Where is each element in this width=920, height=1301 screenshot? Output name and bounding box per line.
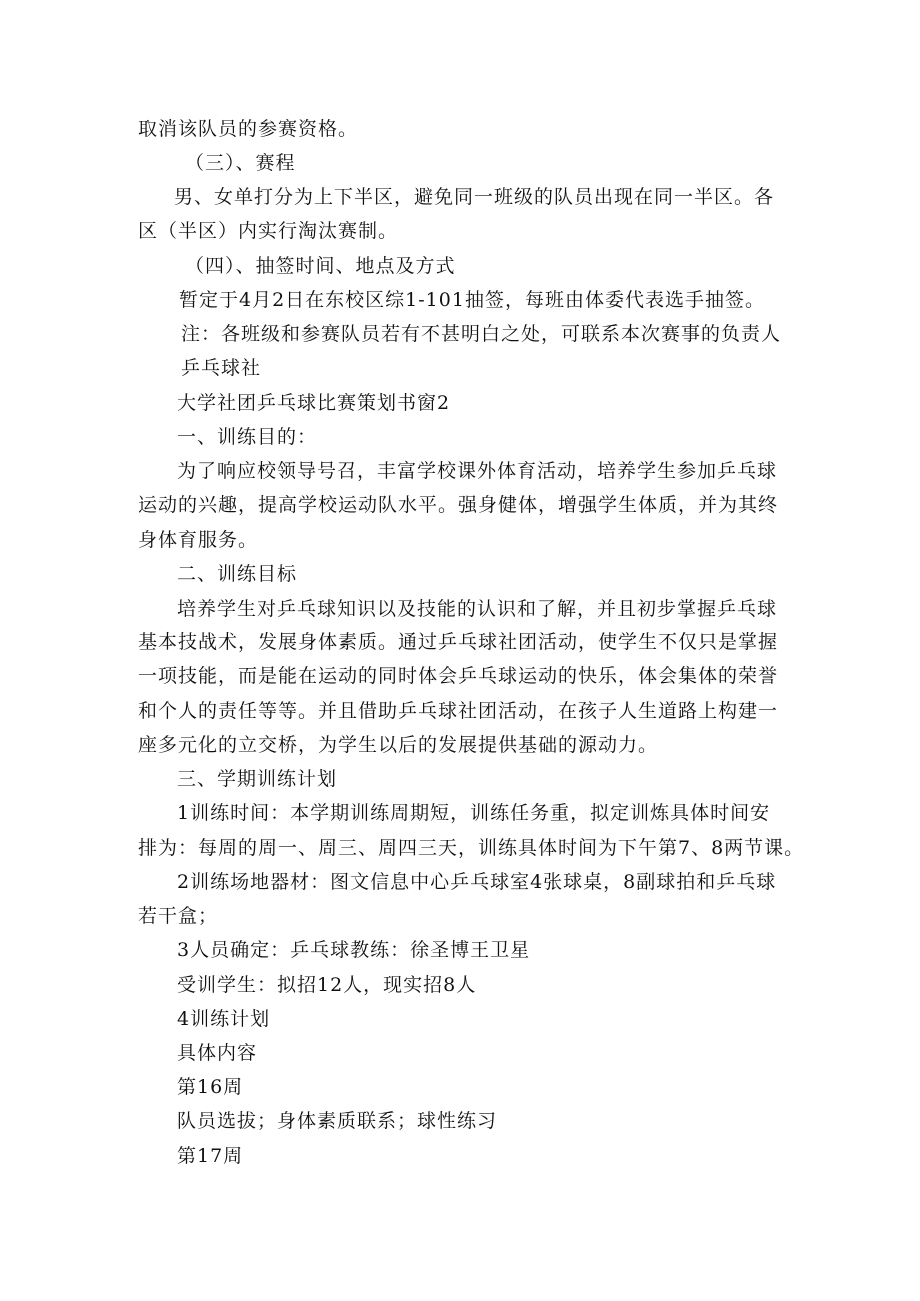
text-line: 座多元化的立交桥，为学生以后的发展提供基础的源动力。 (138, 734, 659, 756)
text-line: 2训练场地器材：图文信息中心乒乓球室4张球桌，8副球拍和乒乓球 (177, 871, 777, 893)
section-heading: （四）、抽签时间、地点及方式 (185, 255, 456, 277)
section-heading: 一、训练目的： (177, 426, 318, 448)
section-heading: （三）、赛程 (185, 152, 296, 174)
text-line: 具体内容 (177, 1042, 258, 1064)
text-line: 身体育服务。 (138, 529, 259, 551)
text-line: 第16周 (177, 1076, 244, 1098)
text-line: 队员选拔；身体素质联系；球性练习 (177, 1110, 498, 1132)
text-line: 暂定于4月2日在东校区综1-101抽签，每班由体委代表选手抽签。 (179, 289, 765, 311)
text-line: 一项技能，而是能在运动的同时体会乒乓球运动的快乐，体会集体的荣誉 (138, 665, 779, 687)
text-line: 运动的兴趣，提高学校运动队水平。强身健体，增强学生体质，并为其终 (138, 494, 779, 516)
text-line: 乒乓球社 (181, 357, 262, 379)
text-line: 男、女单打分为上下半区，避免同一班级的队员出现在同一半区。各 (174, 186, 775, 208)
document-title: 大学社团乒乓球比赛策划书窗2 (177, 392, 451, 414)
text-line: 排为：每周的周一、周三、周四三天，训练具体时间为下午第7、8两节课。 (138, 837, 805, 859)
text-line: 注：各班级和参赛队员若有不甚明白之处，可联系本次赛事的负责人 (181, 323, 782, 345)
text-line: 若干盒； (138, 905, 219, 927)
text-line: 1训练时间：本学期训练周期短，训练任务重，拟定训炼具体时间安 (177, 802, 771, 824)
text-line: 受训学生：拟招12人，现实招8人 (177, 974, 477, 996)
text-line: 3人员确定：乒乓球教练：徐圣博王卫星 (177, 939, 531, 961)
section-heading: 三、学期训练计划 (177, 768, 338, 790)
text-line: 培养学生对乒乓球知识以及技能的认识和了解，并且初步掌握乒乓球 (177, 598, 778, 620)
text-line: 4训练计划 (177, 1008, 271, 1030)
text-line: 和个人的责任等等。并且借助乒乓球社团活动，在孩子人生道路上构建一 (138, 700, 779, 722)
text-line: 取消该队员的参赛资格。 (138, 118, 359, 140)
section-heading: 二、训练目标 (177, 563, 298, 585)
text-line: 区（半区）内实行淘汰赛制。 (138, 220, 399, 242)
text-line: 为了响应校领导号召，丰富学校课外体育活动，培养学生参加乒乓球 (177, 460, 778, 482)
text-line: 第17周 (177, 1145, 244, 1167)
text-line: 基本技战术，发展身体素质。通过乒乓球社团活动，使学生不仅只是掌握 (138, 631, 779, 653)
